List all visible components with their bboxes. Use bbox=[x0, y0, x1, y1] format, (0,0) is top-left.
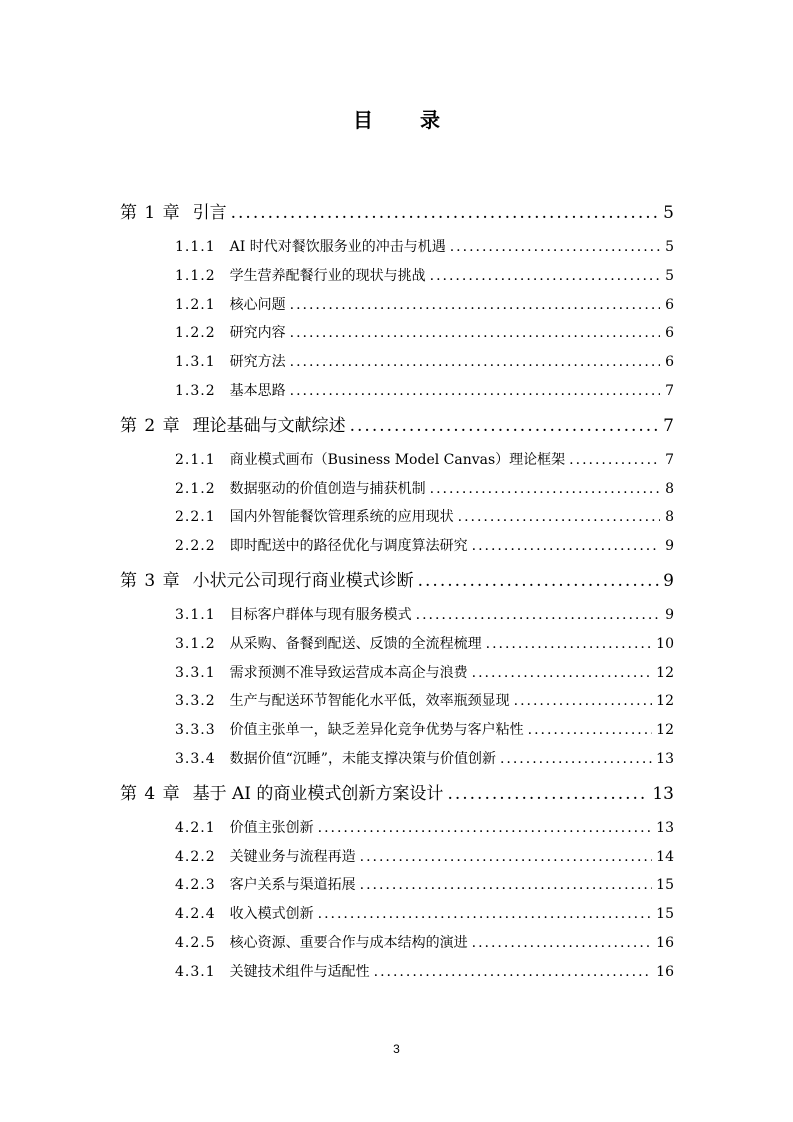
toc-entry-label: AI 时代对餐饮服务业的冲击与机遇 bbox=[229, 239, 446, 255]
toc-leader-dots bbox=[430, 268, 660, 284]
toc-entry-label: 研究方法 bbox=[229, 354, 286, 371]
toc-leader-dots bbox=[458, 509, 660, 525]
toc-leader-dots bbox=[290, 354, 660, 370]
toc-entry-label: 需求预测不准导致运营成本高企与浪费 bbox=[229, 664, 468, 681]
toc-entry-label: 小状元公司现行商业模式诊断 bbox=[192, 570, 414, 591]
toc-entry-page: 10 bbox=[656, 635, 674, 652]
toc-leader-dots bbox=[500, 751, 652, 767]
toc-entry-label: 客户关系与渠道拓展 bbox=[229, 877, 356, 894]
toc-entry-number: 第 2 章 bbox=[120, 415, 181, 436]
toc-section-entry[interactable] bbox=[120, 932, 674, 961]
toc-leader-dots bbox=[360, 877, 653, 893]
toc-chapter-entry[interactable] bbox=[120, 566, 674, 595]
toc-section-entry[interactable] bbox=[120, 322, 674, 351]
toc-entry-page: 12 bbox=[656, 693, 674, 710]
toc-leader-dots bbox=[231, 203, 660, 223]
toc-leader-dots bbox=[374, 964, 653, 980]
toc-entry-page: 9 bbox=[665, 538, 674, 555]
toc-entry-label: 生产与配送环节智能化水平低，效率瓶颈显现 bbox=[229, 693, 510, 710]
toc-leader-dots bbox=[486, 636, 653, 652]
toc-entry-number: 2.2.1 bbox=[175, 509, 216, 526]
toc-entry-page: 7 bbox=[665, 451, 674, 468]
toc-entry-page: 13 bbox=[652, 783, 674, 804]
toc-entry-page: 16 bbox=[656, 934, 674, 951]
toc-entry-number: 3.3.1 bbox=[175, 664, 216, 681]
toc-entry-page: 6 bbox=[665, 296, 674, 313]
toc-leader-dots bbox=[528, 722, 653, 738]
toc-entry-label: 引言 bbox=[192, 203, 227, 223]
toc-entry-label: 商业模式画布（Business Model Canvas）理论框架 bbox=[229, 451, 566, 468]
page-number: 3 bbox=[393, 1042, 400, 1056]
toc-section-entry[interactable] bbox=[120, 351, 674, 380]
toc-entry-number: 4.2.4 bbox=[175, 906, 216, 923]
toc-leader-dots bbox=[416, 607, 660, 623]
toc-entry-label: 核心问题 bbox=[229, 296, 286, 313]
toc-entry-page: 12 bbox=[656, 664, 674, 681]
toc-entry-page: 16 bbox=[656, 963, 674, 980]
toc-entry-label: 基于 AI 的商业模式创新方案设计 bbox=[192, 783, 444, 804]
toc-entry-page: 15 bbox=[656, 906, 674, 923]
toc-section-entry[interactable] bbox=[120, 478, 674, 507]
toc-leader-dots bbox=[569, 452, 660, 468]
toc-entry-label: 基本思路 bbox=[229, 382, 286, 399]
toc-leader-dots bbox=[430, 481, 660, 497]
toc-entry-page: 8 bbox=[665, 480, 674, 497]
toc-entry-number: 4.2.3 bbox=[175, 877, 216, 894]
toc-leader-dots bbox=[514, 693, 653, 709]
toc-entry-number: 1.1.1 bbox=[175, 239, 216, 255]
toc-entry-page: 13 bbox=[656, 819, 674, 836]
toc-leader-dots bbox=[290, 297, 660, 313]
toc-leader-dots bbox=[290, 383, 660, 399]
toc-entry-label: 价值主张创新 bbox=[229, 819, 314, 836]
toc-entry-page: 7 bbox=[663, 415, 674, 436]
toc-chapter-entry[interactable] bbox=[120, 198, 674, 227]
toc-entry-label: 数据价值“沉睡”，未能支撑决策与价值创新 bbox=[229, 750, 496, 767]
toc-section-entry[interactable] bbox=[120, 817, 674, 846]
toc-entry-page: 8 bbox=[665, 509, 674, 526]
toc-entry-number: 4.2.1 bbox=[175, 819, 216, 836]
toc-entry-number: 4.2.2 bbox=[175, 848, 216, 865]
toc-entry-number: 2.2.2 bbox=[175, 538, 216, 555]
toc-entry-page: 9 bbox=[665, 606, 674, 623]
toc-section-entry[interactable] bbox=[120, 633, 674, 662]
toc-leader-dots bbox=[472, 538, 660, 554]
toc-leader-dots bbox=[318, 906, 653, 922]
toc-section-entry[interactable] bbox=[120, 874, 674, 903]
toc-entry-number: 2.1.1 bbox=[175, 451, 216, 468]
toc-entry-page: 13 bbox=[656, 750, 674, 767]
toc-title: 目 录 bbox=[353, 108, 460, 132]
toc-entry-page: 7 bbox=[665, 382, 674, 399]
toc-entry-label: 国内外智能餐饮管理系统的应用现状 bbox=[229, 509, 454, 526]
toc-leader-dots bbox=[290, 325, 660, 341]
toc-section-entry[interactable] bbox=[120, 236, 674, 265]
toc-section-entry[interactable] bbox=[120, 535, 674, 564]
toc-entry-page: 9 bbox=[663, 570, 674, 591]
toc-section-entry[interactable] bbox=[120, 961, 674, 990]
toc-entry-number: 4.3.1 bbox=[175, 963, 216, 980]
toc-entry-page: 5 bbox=[665, 239, 674, 255]
toc-section-entry[interactable] bbox=[120, 380, 674, 409]
toc-entry-number: 1.3.2 bbox=[175, 382, 216, 399]
toc-entry-page: 12 bbox=[656, 722, 674, 739]
toc-section-entry[interactable] bbox=[120, 449, 674, 478]
toc-section-entry[interactable] bbox=[120, 604, 674, 633]
toc-entry-page: 15 bbox=[656, 877, 674, 894]
toc-entry-page: 6 bbox=[665, 354, 674, 371]
toc-section-entry[interactable] bbox=[120, 662, 674, 691]
toc-entry-number: 3.1.1 bbox=[175, 606, 216, 623]
toc-entry-number: 第 3 章 bbox=[120, 570, 181, 591]
toc-section-entry[interactable] bbox=[120, 690, 674, 719]
toc-leader-dots bbox=[418, 571, 660, 591]
toc-entry-page: 5 bbox=[665, 267, 674, 284]
toc-entry-page: 5 bbox=[663, 203, 674, 223]
toc-section-entry[interactable] bbox=[120, 265, 674, 294]
toc-entry-label: 价值主张单一，缺乏差异化竞争优势与客户粘性 bbox=[229, 722, 524, 739]
toc-entry-number: 3.3.3 bbox=[175, 722, 216, 739]
toc-leader-dots bbox=[450, 239, 660, 255]
toc-entry-label: 研究内容 bbox=[229, 325, 286, 342]
toc-section-entry[interactable] bbox=[120, 903, 674, 932]
toc-entry-label: 理论基础与文献综述 bbox=[192, 415, 346, 436]
toc-entry-number: 1.1.2 bbox=[175, 267, 216, 284]
toc-entry-label: 即时配送中的路径优化与调度算法研究 bbox=[229, 538, 468, 555]
toc-entry-number: 3.1.2 bbox=[175, 635, 216, 652]
toc-entry-number: 1.2.1 bbox=[175, 296, 216, 313]
toc-entry-number: 3.3.2 bbox=[175, 693, 216, 710]
toc-leader-dots bbox=[360, 849, 653, 865]
toc-leader-dots bbox=[350, 416, 660, 436]
toc-section-entry[interactable] bbox=[120, 719, 674, 748]
toc-entry-page: 6 bbox=[665, 325, 674, 342]
toc-chapter-entry[interactable] bbox=[120, 779, 674, 808]
toc-section-entry[interactable] bbox=[120, 506, 674, 535]
toc-leader-dots bbox=[318, 820, 653, 836]
toc-entry-number: 第 4 章 bbox=[120, 783, 181, 804]
toc-entry-label: 核心资源、重要合作与成本结构的演进 bbox=[229, 934, 468, 951]
toc-entry-label: 学生营养配餐行业的现状与挑战 bbox=[229, 267, 426, 284]
toc-entry-number: 1.2.2 bbox=[175, 325, 216, 342]
toc-leader-dots bbox=[447, 784, 648, 804]
toc-section-entry[interactable] bbox=[120, 748, 674, 777]
toc-entry-label: 关键技术组件与适配性 bbox=[229, 963, 370, 980]
table-of-contents bbox=[120, 198, 674, 990]
toc-entry-label: 从采购、备餐到配送、反馈的全流程梳理 bbox=[229, 635, 482, 652]
toc-entry-number: 3.3.4 bbox=[175, 750, 216, 767]
toc-leader-dots bbox=[472, 935, 653, 951]
toc-leader-dots bbox=[472, 665, 653, 681]
toc-entry-number: 2.1.2 bbox=[175, 480, 216, 497]
toc-chapter-entry[interactable] bbox=[120, 411, 674, 440]
toc-entry-label: 目标客户群体与现有服务模式 bbox=[229, 606, 412, 623]
toc-entry-label: 关键业务与流程再造 bbox=[229, 848, 356, 865]
toc-entry-label: 收入模式创新 bbox=[229, 906, 314, 923]
toc-entry-number: 第 1 章 bbox=[120, 203, 181, 223]
toc-entry-number: 1.3.1 bbox=[175, 354, 216, 371]
toc-entry-label: 数据驱动的价值创造与捕获机制 bbox=[229, 480, 426, 497]
toc-section-entry[interactable] bbox=[120, 846, 674, 875]
toc-entry-page: 14 bbox=[656, 848, 674, 865]
toc-entry-number: 4.2.5 bbox=[175, 934, 216, 951]
toc-section-entry[interactable] bbox=[120, 294, 674, 323]
